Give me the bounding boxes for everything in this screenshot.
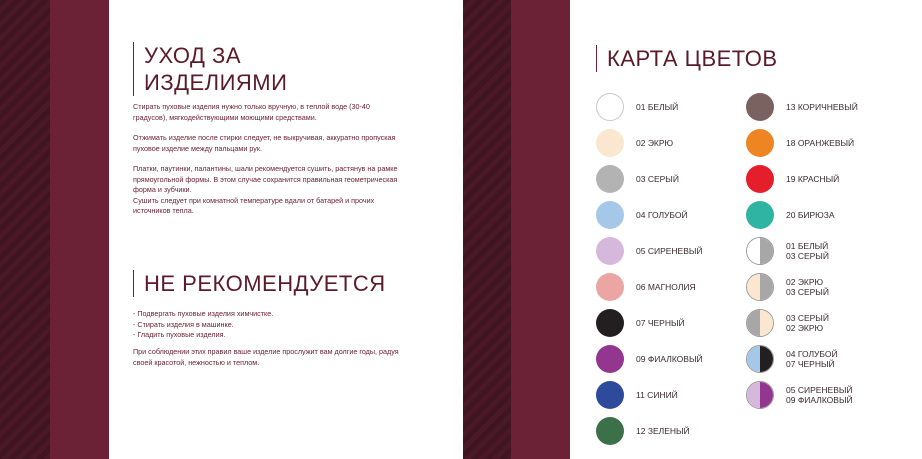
swatch-right-half [760,382,773,408]
middle-stripe-border [463,0,511,459]
color-label: 01 БЕЛЫЙ [636,102,679,112]
color-swatch [596,273,624,301]
care-paragraph-2: Отжимать изделие после стирки следует, не выкручивая, аккуратно пропуская пуховое изделие между пальцами рук. [133,133,396,153]
color-label: 11 СИНИЙ [636,390,678,400]
color-swatch [596,309,624,337]
color-label: 04 ГОЛУБОЙ 07 ЧЕРНЫЙ [786,349,838,369]
not-recommended-item: - Стирать изделия в машинке. [133,319,234,329]
split-color-swatch [746,273,774,301]
color-label: 03 СЕРЫЙ [636,174,679,184]
color-label: 19 КРАСНЫЙ [786,174,840,184]
color-label: 20 БИРЮЗА [786,210,835,220]
color-swatch [596,201,624,229]
closing-text: При соблюдении этих правил ваше изделие прослужит вам долгие годы, радуя своей красотой, нежностью и теплом. [133,347,399,367]
color-swatch [596,129,624,157]
color-label: 02 ЭКРЮ 03 СЕРЫЙ [786,277,829,297]
left-stripe-border [0,0,50,459]
middle-burgundy-band [511,0,570,459]
care-paragraph-3: Платки, паутинки, палантины, шали рекомендуется сушить, растянув на рамке прямоугольной формы. В этом случае сохранится правильная геометрическая форма и зубчики. Сушить следует при комнатной температуре вдали от батарей и прочих источников тепла. [133,164,398,215]
color-label: 06 МАГНОЛИЯ [636,282,696,292]
swatch-right-half [760,238,773,264]
swatch-left-half [747,238,760,264]
color-swatch [746,201,774,229]
swatch-right-half [760,346,773,372]
care-paragraph-1: Стирать пуховые изделия нужно только вручную, в теплой воде (30-40 градусов), мягкодействующими моющими средствами. [133,102,370,122]
color-label: 04 ГОЛУБОЙ [636,210,688,220]
color-label: 05 СИРЕНЕВЫЙ 09 ФИАЛКОВЫЙ [786,385,853,405]
color-label: 18 ОРАНЖЕВЫЙ [786,138,855,148]
color-swatch [746,165,774,193]
not-recommended-item: - Подвергать пуховые изделия химчистке. [133,309,274,318]
color-swatch [596,381,624,409]
swatch-right-half [760,310,773,336]
color-label: 07 ЧЕРНЫЙ [636,318,685,328]
not-recommended-title: НЕ РЕКОМЕНДУЕТСЯ [133,270,386,297]
swatch-left-half [747,310,760,336]
color-label: 13 КОРИЧНЕВЫЙ [786,102,858,112]
color-label: 02 ЭКРЮ [636,138,674,148]
split-color-swatch [746,309,774,337]
swatch-left-half [747,346,760,372]
split-color-swatch [746,381,774,409]
split-color-swatch [746,237,774,265]
color-swatch [596,417,624,445]
swatch-left-half [747,382,760,408]
color-swatch [596,93,624,121]
care-instructions [133,102,403,227]
color-label: 12 ЗЕЛЕНЫЙ [636,426,690,436]
not-recommended-list [133,309,403,341]
swatch-left-half [747,274,760,300]
not-recommended-item: - Гладить пуховые изделия. [133,330,226,339]
color-label: 03 СЕРЫЙ 02 ЭКРЮ [786,313,829,333]
split-color-swatch [746,345,774,373]
color-swatch [746,129,774,157]
swatch-right-half [760,274,773,300]
color-chart-title: КАРТА ЦВЕТОВ [596,45,778,72]
color-label: 01 БЕЛЫЙ 03 СЕРЫЙ [786,241,829,261]
color-swatch [596,345,624,373]
color-label: 09 ФИАЛКОВЫЙ [636,354,703,364]
color-swatch [596,237,624,265]
color-swatch [596,165,624,193]
color-label: 05 СИРЕНЕВЫЙ [636,246,703,256]
left-burgundy-band [50,0,109,459]
care-title: УХОД ЗА ИЗДЕЛИЯМИ [133,42,287,96]
color-swatch [746,93,774,121]
